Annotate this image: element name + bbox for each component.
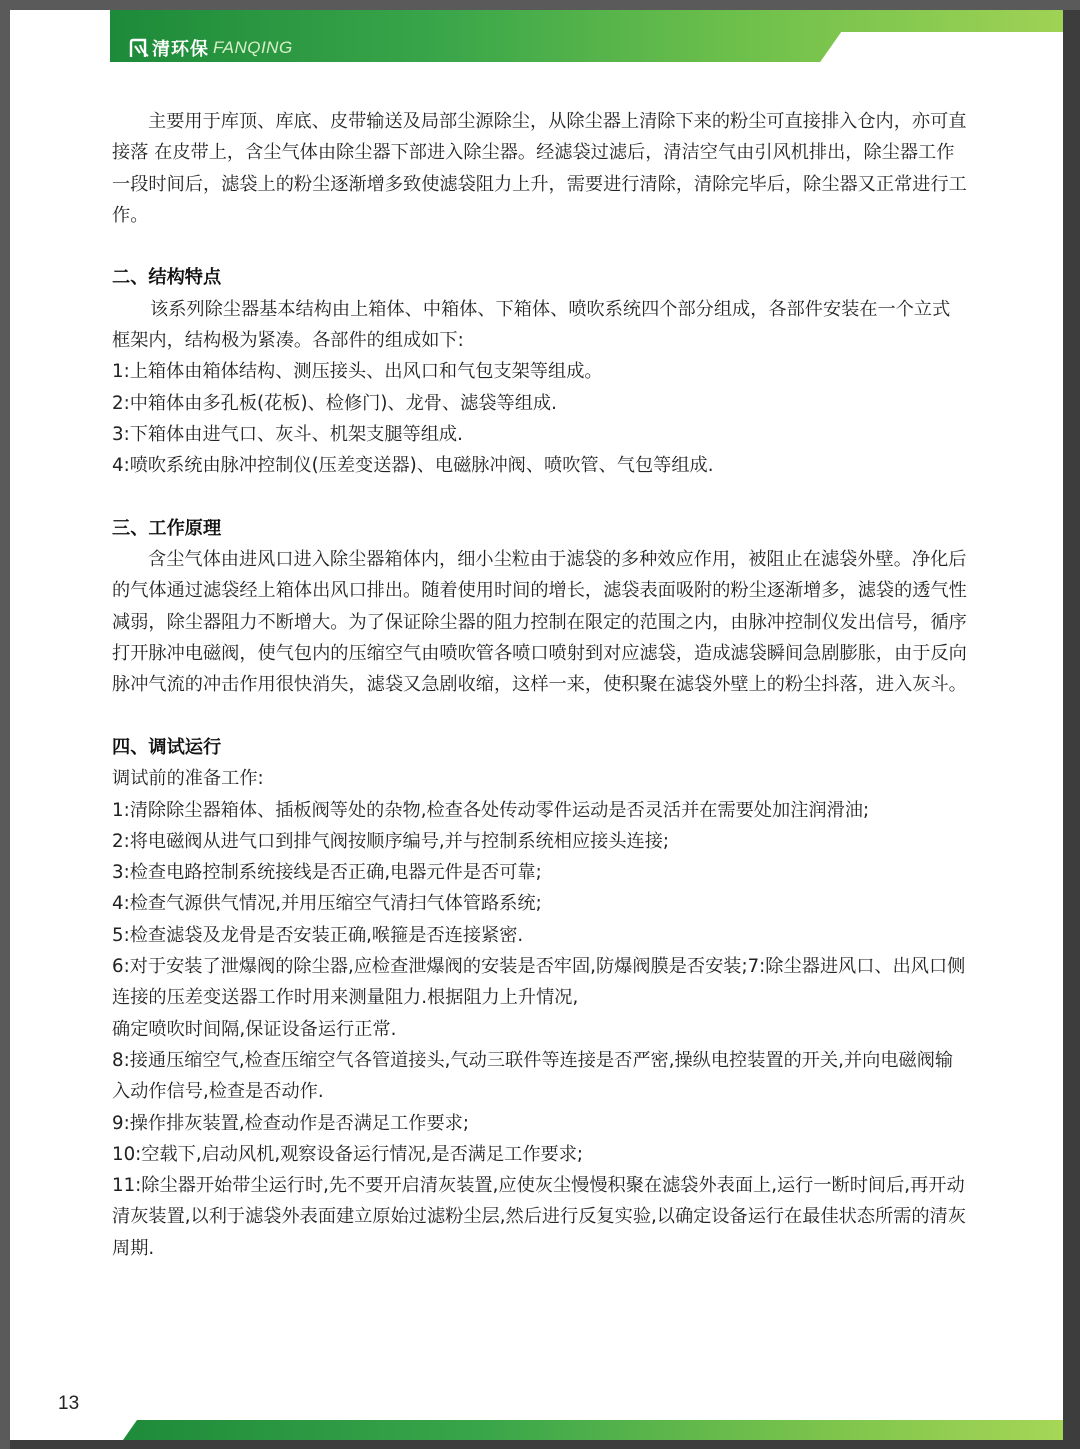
commissioning-subheading: 调试前的准备工作:	[112, 768, 264, 790]
section-heading-structure: 二、结构特点	[112, 267, 222, 289]
brand-name-en: FANQING	[213, 38, 293, 57]
footer-band	[110, 1420, 1063, 1440]
page-number: 13	[58, 1393, 80, 1414]
section-heading-commissioning: 四、调试运行	[112, 736, 222, 758]
list-item: 5:检查滤袋及龙骨是否安装正确,喉箍是否连接紧密.	[112, 924, 524, 946]
list-item: 2:将电磁阀从进气口到排气阀按顺序编号,并与控制系统相应接头连接;	[112, 830, 670, 852]
section-heading-principle: 三、工作原理	[112, 517, 222, 539]
list-item: 8:接通压缩空气,检查压缩空气各管道接头,气动三联件等连接是否严密,操纵电控装置的开关,并向电磁阀输入动作信号,检查是否动作.	[112, 1049, 954, 1103]
intro-paragraph: 主要用于库顶、库底、皮带输送及局部尘源除尘，从除尘器上清除下来的粉尘可直接排入仓内，亦可直接落 在皮带上，含尘气体由除尘器下部进入除尘器。经滤袋过滤后，清洁空气由引风机排出，除尘器工作一段时间后，滤袋上的粉尘逐渐增多致使滤袋阻力上升，需要进行清除，清除完毕后，除尘器又正常进行工作。	[112, 111, 967, 226]
list-item: 1:清除除尘器箱体、插板阀等处的杂物,检查各处传动零件运动是否灵活并在需要处加注润滑油;	[112, 799, 870, 821]
brand-name-cn: 清环保	[152, 39, 209, 60]
list-item: 3:检查电路控制系统接线是否正确,电器元件是否可靠;	[112, 862, 542, 884]
header-notch	[819, 32, 1063, 64]
list-item: 11:除尘器开始带尘运行时,先不要开启清灰装置,应使灰尘慢慢积聚在滤袋外表面上,运行一断时间后,再开动清灰装置,以利于滤袋外表面建立原始过滤粉尘层,然后进行反复实验,以确定设备运行在最佳状态所需的清灰周期.	[112, 1175, 966, 1259]
list-item: 4:检查气源供气情况,并用压缩空气清扫气体管路系统;	[112, 893, 542, 915]
document-page	[10, 10, 1063, 1440]
list-item: 9:操作排灰装置,检查动作是否满足工作要求;	[112, 1112, 469, 1134]
list-item: 确定喷吹时间隔,保证设备运行正常.	[112, 1018, 397, 1040]
document-body	[112, 106, 968, 1264]
page-shadow-right	[1063, 10, 1080, 1449]
list-item: 4:喷吹系统由脉冲控制仪(压差变送器)、电磁脉冲阀、喷吹管、气包等组成.	[112, 455, 714, 477]
principle-paragraph: 含尘气体由进风口进入除尘器箱体内，细小尘粒由于滤袋的多种效应作用，被阻止在滤袋外壁。净化后的气体通过滤袋经上箱体出风口排出。随着使用时间的增长，滤袋表面吸附的粉尘逐渐增多，滤袋的透气性减弱，除尘器阻力不断增大。为了保证除尘器的阻力控制在限定的范围之内，由脉冲控制仪发出信号，循序打开脉冲电磁阀，使气包内的压缩空气由喷吹管各喷口喷射到对应滤袋，造成滤袋瞬间急剧膨胀，由于反向脉冲气流的冲击作用很快消失，滤袋又急剧收缩，这样一来，使积聚在滤袋外壁上的粉尘抖落，进入灰斗。	[112, 549, 967, 696]
list-item: 2:中箱体由多孔板(花板)、检修门)、龙骨、滤袋等组成.	[112, 392, 557, 414]
structure-intro: 该系列除尘器基本结构由上箱体、中箱体、下箱体、喷吹系统四个部分组成，各部件安装在一个立式框架内，结构极为紧凑。各部件的组成如下:	[112, 298, 951, 352]
list-item: 1:上箱体由箱体结构、测压接头、出风口和气包支架等组成。	[112, 361, 603, 383]
list-item: 10:空载下,启动风机,观察设备运行情况,是否满足工作要求;	[112, 1143, 584, 1165]
brand-logo	[128, 36, 293, 60]
fanqing-logo-icon	[128, 37, 150, 59]
page-shadow-bottom	[10, 1440, 1080, 1449]
list-item: 3:下箱体由进气口、灰斗、机架支腿等组成.	[112, 423, 463, 445]
list-item: 6:对于安装了泄爆阀的除尘器,应检查泄爆阀的安装是否牢固,防爆阀膜是否安装;7:除尘器进风口、出风口侧连接的压差变送器工作时用来测量阻力.根据阻力上升情况,	[112, 956, 966, 1009]
